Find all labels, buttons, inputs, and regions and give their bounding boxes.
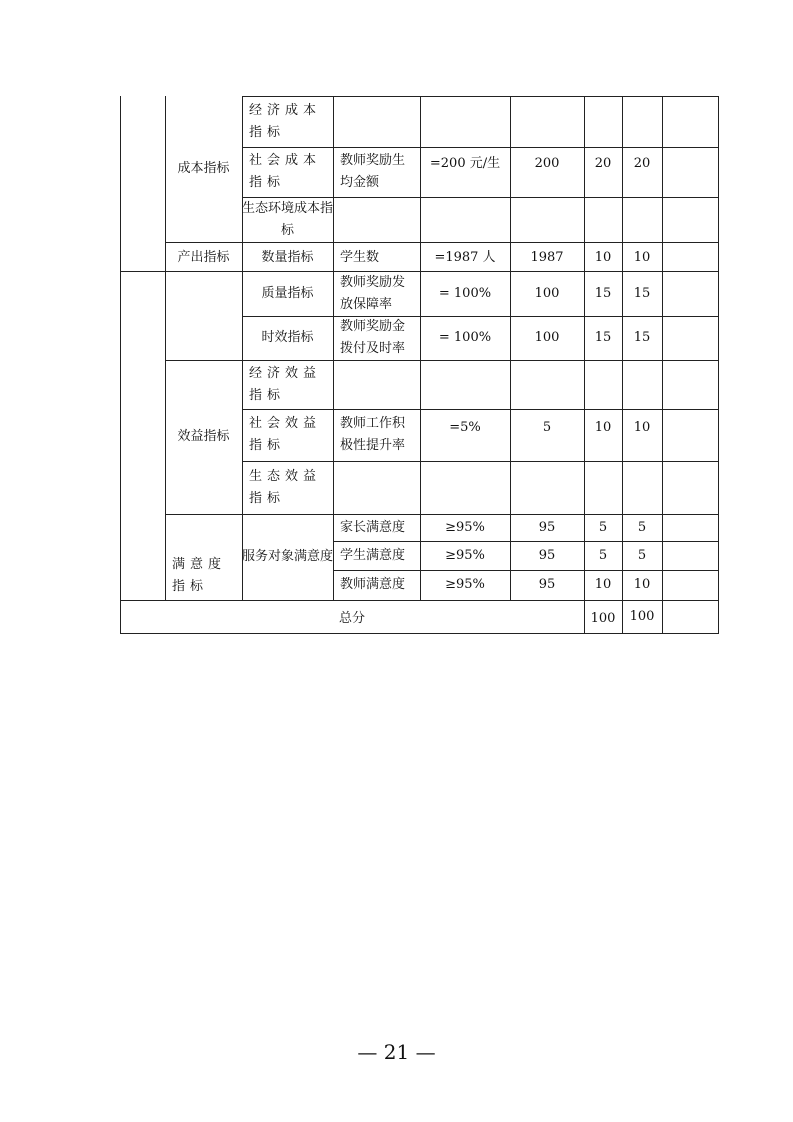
table-line bbox=[662, 96, 663, 633]
level3-social-cost: 社会成本指标 bbox=[249, 153, 322, 190]
weight-cell: 15 bbox=[594, 330, 612, 345]
level3-quantity-indicator: 数量指标 bbox=[261, 250, 314, 265]
indicator-name-cell: 学生满意度 bbox=[340, 547, 406, 563]
table-line bbox=[120, 633, 719, 634]
actual-value-cell: 100 bbox=[534, 330, 560, 345]
indicator-name-cell: 教师奖励生均金额 bbox=[340, 153, 406, 190]
target-value-cell: =5% bbox=[449, 420, 481, 435]
level3-service-satisfaction: 服务对象满意度 bbox=[242, 549, 333, 564]
actual-value-cell: 95 bbox=[538, 519, 556, 535]
indicator-name-cell: 教师满意度 bbox=[340, 577, 406, 592]
weight-cell: 10 bbox=[594, 577, 612, 592]
level2-benefit-indicator: 效益指标 bbox=[177, 429, 230, 444]
actual-value-cell: 1987 bbox=[530, 250, 564, 265]
target-value-cell: =1987 人 bbox=[434, 250, 496, 265]
score-cell: 10 bbox=[633, 250, 651, 265]
table-line bbox=[718, 96, 719, 633]
indicator-name-cell: 教师工作积极性提升率 bbox=[340, 416, 406, 453]
score-cell: 15 bbox=[633, 285, 651, 301]
actual-value-cell: 200 bbox=[534, 156, 560, 171]
level3-social-benefit: 社会效益指标 bbox=[249, 416, 322, 453]
total-label: 总分 bbox=[338, 611, 365, 626]
level3-eco-env-cost: 生态环境成本指标 bbox=[242, 200, 333, 238]
level3-timeliness-indicator: 时效指标 bbox=[261, 330, 314, 345]
target-value-cell: ≥95% bbox=[445, 577, 485, 592]
total-weight: 100 bbox=[590, 611, 616, 626]
weight-cell: 10 bbox=[594, 250, 612, 265]
level3-eco-benefit: 生态效益指标 bbox=[249, 468, 322, 506]
score-cell: 5 bbox=[637, 547, 647, 563]
indicator-name-cell: 教师奖励发放保障率 bbox=[340, 274, 406, 312]
weight-cell: 10 bbox=[594, 420, 612, 435]
table-line bbox=[120, 96, 121, 633]
weight-cell: 20 bbox=[594, 156, 612, 171]
score-cell: 10 bbox=[633, 577, 651, 592]
target-value-cell: ≥95% bbox=[445, 547, 485, 563]
target-value-cell: ≥95% bbox=[445, 519, 485, 535]
weight-cell: 15 bbox=[594, 285, 612, 301]
level2-cost-indicator: 成本指标 bbox=[177, 161, 230, 176]
page-number: — 21 — bbox=[357, 1040, 436, 1064]
indicator-name-cell: 教师奖励金拨付及时率 bbox=[340, 319, 406, 356]
indicator-name-cell: 学生数 bbox=[340, 250, 380, 265]
score-cell: 10 bbox=[633, 420, 651, 435]
total-score: 100 bbox=[629, 609, 655, 624]
level3-economic-benefit: 经济效益指标 bbox=[249, 365, 322, 403]
score-cell: 5 bbox=[637, 519, 647, 535]
level3-economic-cost: 经济成本指标 bbox=[249, 102, 322, 140]
level2-satisfaction-indicator: 满意度指标 bbox=[172, 557, 227, 594]
level3-quality-indicator: 质量指标 bbox=[261, 285, 314, 301]
indicator-name-cell: 家长满意度 bbox=[340, 519, 406, 535]
weight-cell: 5 bbox=[598, 547, 608, 563]
actual-value-cell: 95 bbox=[538, 577, 556, 592]
actual-value-cell: 95 bbox=[538, 547, 556, 563]
level2-output-indicator: 产出指标 bbox=[177, 250, 230, 265]
score-cell: 15 bbox=[633, 330, 651, 345]
target-value-cell: = 100% bbox=[438, 285, 492, 301]
target-value-cell: = 100% bbox=[438, 330, 492, 345]
weight-cell: 5 bbox=[598, 519, 608, 535]
actual-value-cell: 5 bbox=[542, 420, 552, 435]
actual-value-cell: 100 bbox=[534, 285, 560, 301]
score-cell: 20 bbox=[633, 156, 651, 171]
target-value-cell: =200 元/生 bbox=[429, 156, 501, 171]
